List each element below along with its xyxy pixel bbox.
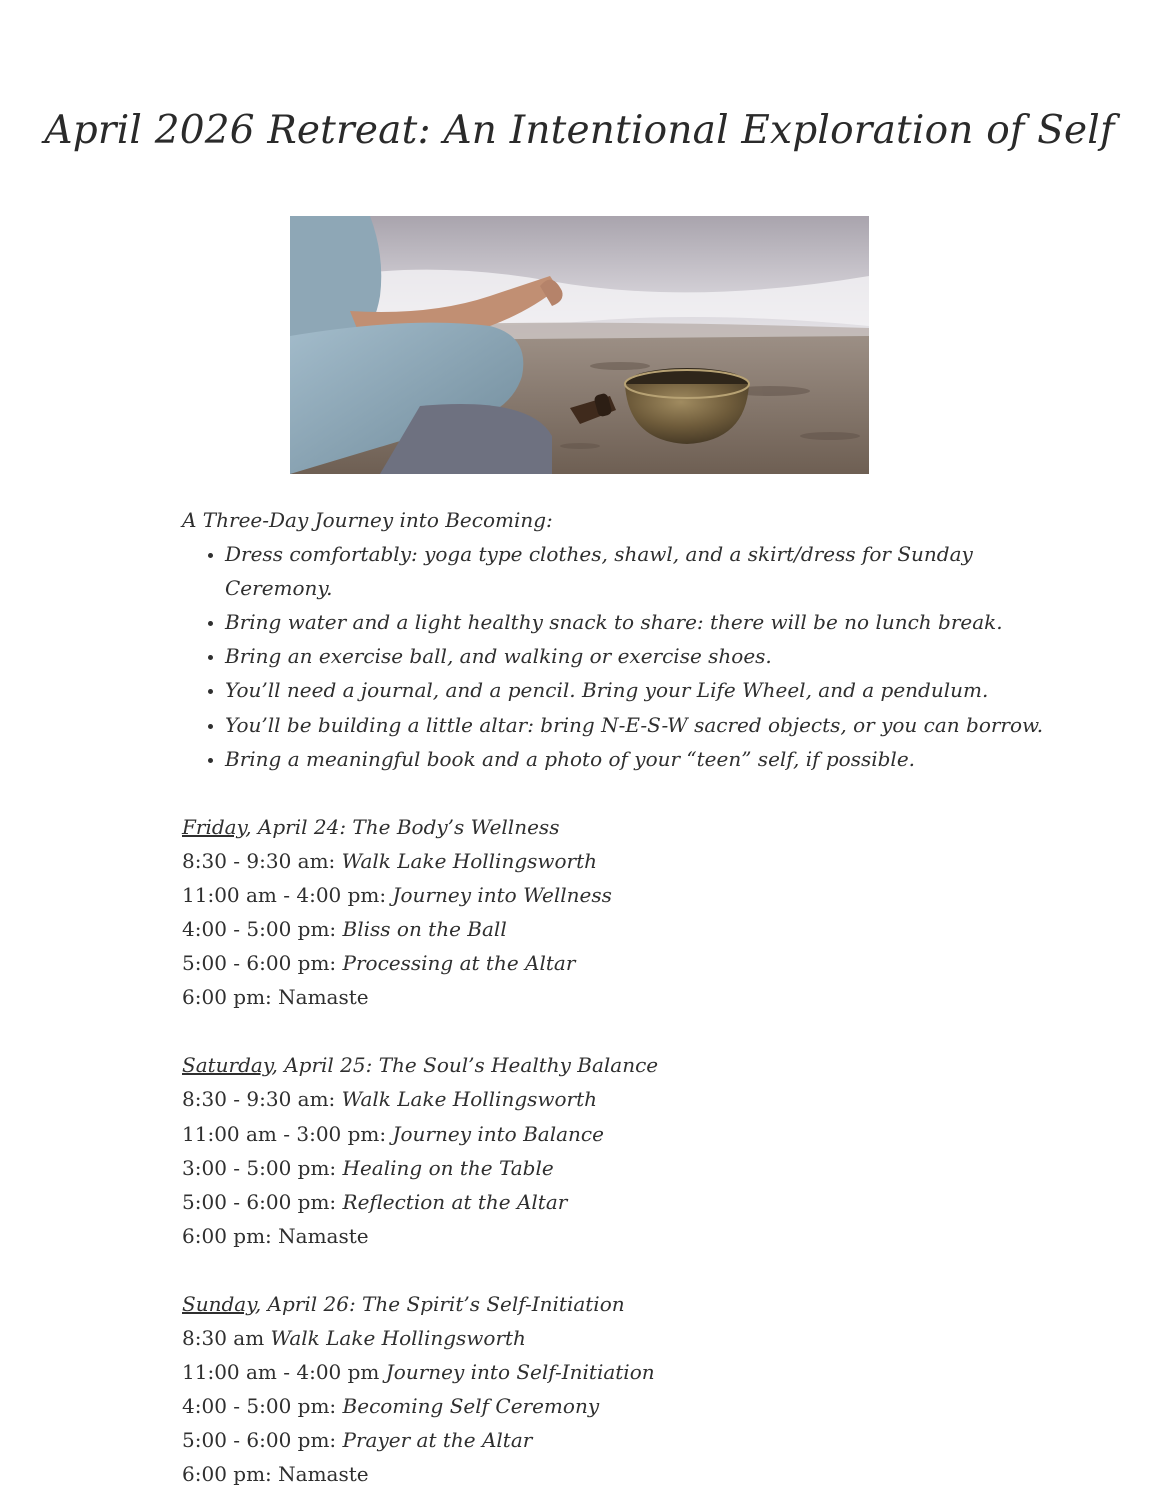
schedule-item bbox=[182, 1321, 1082, 1355]
schedule-activity: Reflection at the Altar bbox=[336, 1189, 568, 1214]
day-heading-detail: , April 24: The Body’s Wellness bbox=[245, 814, 560, 839]
schedule-activity: Healing on the Table bbox=[336, 1155, 554, 1180]
schedule-activity: Journey into Balance bbox=[386, 1121, 604, 1146]
day-name: Sunday bbox=[182, 1291, 255, 1316]
schedule-item bbox=[182, 1423, 1082, 1457]
schedule-time: 8:30 am bbox=[182, 1325, 265, 1350]
schedule-activity: Namaste bbox=[271, 985, 369, 1010]
schedule-time: 11:00 am - 4:00 pm: bbox=[182, 882, 387, 907]
meditation-singing-bowl-photo-icon bbox=[290, 216, 869, 474]
schedule-time: 5:00 - 6:00 pm: bbox=[182, 951, 337, 976]
schedule-item bbox=[182, 1389, 1082, 1423]
schedule-item bbox=[182, 1117, 1082, 1151]
list-item: • You’ll need a journal, and a pencil. Bring your Life Wheel, and a pendulum. bbox=[225, 673, 1082, 707]
schedule-activity: Bliss on the Ball bbox=[336, 917, 507, 942]
list-item: • Bring water and a light healthy snack to share: there will be no lunch break. bbox=[225, 605, 1082, 639]
schedule-time: 3:00 - 5:00 pm: bbox=[182, 1155, 337, 1180]
schedule-activity: Becoming Self Ceremony bbox=[336, 1394, 600, 1419]
list-item: • Bring an exercise ball, and walking or exercise shoes. bbox=[225, 639, 1082, 673]
day-heading-detail: , April 26: The Spirit’s Self-Initiation bbox=[254, 1291, 625, 1316]
schedule-item bbox=[182, 946, 1082, 980]
schedule-item bbox=[182, 844, 1082, 878]
schedule-time: 8:30 - 9:30 am: bbox=[182, 848, 336, 873]
page-title: April 2026 Retreat: An Intentional Exploration of Self bbox=[44, 108, 1115, 153]
schedule-time: 6:00 pm: bbox=[182, 1462, 272, 1487]
packing-list bbox=[182, 537, 1082, 776]
schedule-activity: Prayer at the Altar bbox=[336, 1428, 533, 1453]
day-schedule-friday bbox=[182, 810, 1082, 1015]
hero-image bbox=[290, 216, 869, 474]
schedule-item bbox=[182, 878, 1082, 912]
schedule-activity: Namaste bbox=[271, 1223, 369, 1248]
list-item: • You’ll be building a little altar: bring N-E-S-W sacred objects, or you can borrow. bbox=[225, 708, 1082, 742]
list-item: • Dress comfortably: yoga type clothes, shawl, and a skirt/dress for Sunday Ceremony. bbox=[225, 537, 1082, 605]
schedule-item bbox=[182, 1355, 1082, 1389]
schedule-item bbox=[182, 980, 1082, 1014]
intro-heading: A Three-Day Journey into Becoming: bbox=[182, 508, 553, 532]
day-heading-detail: , April 25: The Soul’s Healthy Balance bbox=[271, 1053, 659, 1078]
schedule-activity: Walk Lake Hollingsworth bbox=[335, 1087, 598, 1112]
schedule-time: 4:00 - 5:00 pm: bbox=[182, 917, 337, 942]
schedule-item bbox=[182, 912, 1082, 946]
schedule-activity: Walk Lake Hollingsworth bbox=[264, 1325, 526, 1350]
day-heading bbox=[182, 810, 1082, 844]
schedule-item bbox=[182, 1219, 1082, 1253]
schedule-activity: Processing at the Altar bbox=[336, 951, 576, 976]
day-name: Friday bbox=[182, 814, 246, 839]
schedule-time: 5:00 - 6:00 pm: bbox=[182, 1189, 337, 1214]
schedule-item bbox=[182, 1151, 1082, 1185]
schedule-time: 6:00 pm: bbox=[182, 1223, 272, 1248]
day-name: Saturday bbox=[182, 1053, 272, 1078]
day-schedule-sunday bbox=[182, 1287, 1082, 1492]
day-heading bbox=[182, 1287, 1082, 1321]
schedule-activity: Namaste bbox=[271, 1462, 369, 1487]
content-body bbox=[182, 503, 1082, 1491]
schedule-item bbox=[182, 1457, 1082, 1491]
schedule-item bbox=[182, 1082, 1082, 1116]
schedule-time: 6:00 pm: bbox=[182, 985, 272, 1010]
schedule-time: 5:00 - 6:00 pm: bbox=[182, 1428, 337, 1453]
schedule-activity: Journey into Wellness bbox=[386, 882, 612, 907]
schedule-time: 11:00 am - 3:00 pm: bbox=[182, 1121, 387, 1146]
day-heading bbox=[182, 1048, 1082, 1082]
schedule-time: 8:30 - 9:30 am: bbox=[182, 1087, 336, 1112]
schedule-time: 11:00 am - 4:00 pm bbox=[182, 1360, 380, 1385]
schedule-time: 4:00 - 5:00 pm: bbox=[182, 1394, 337, 1419]
schedule-item bbox=[182, 1185, 1082, 1219]
schedule-activity: Walk Lake Hollingsworth bbox=[335, 848, 598, 873]
day-schedule-saturday bbox=[182, 1048, 1082, 1253]
list-item: • Bring a meaningful book and a photo of your “teen” self, if possible. bbox=[225, 742, 1082, 776]
schedule-activity: Journey into Self-Initiation bbox=[379, 1360, 655, 1385]
